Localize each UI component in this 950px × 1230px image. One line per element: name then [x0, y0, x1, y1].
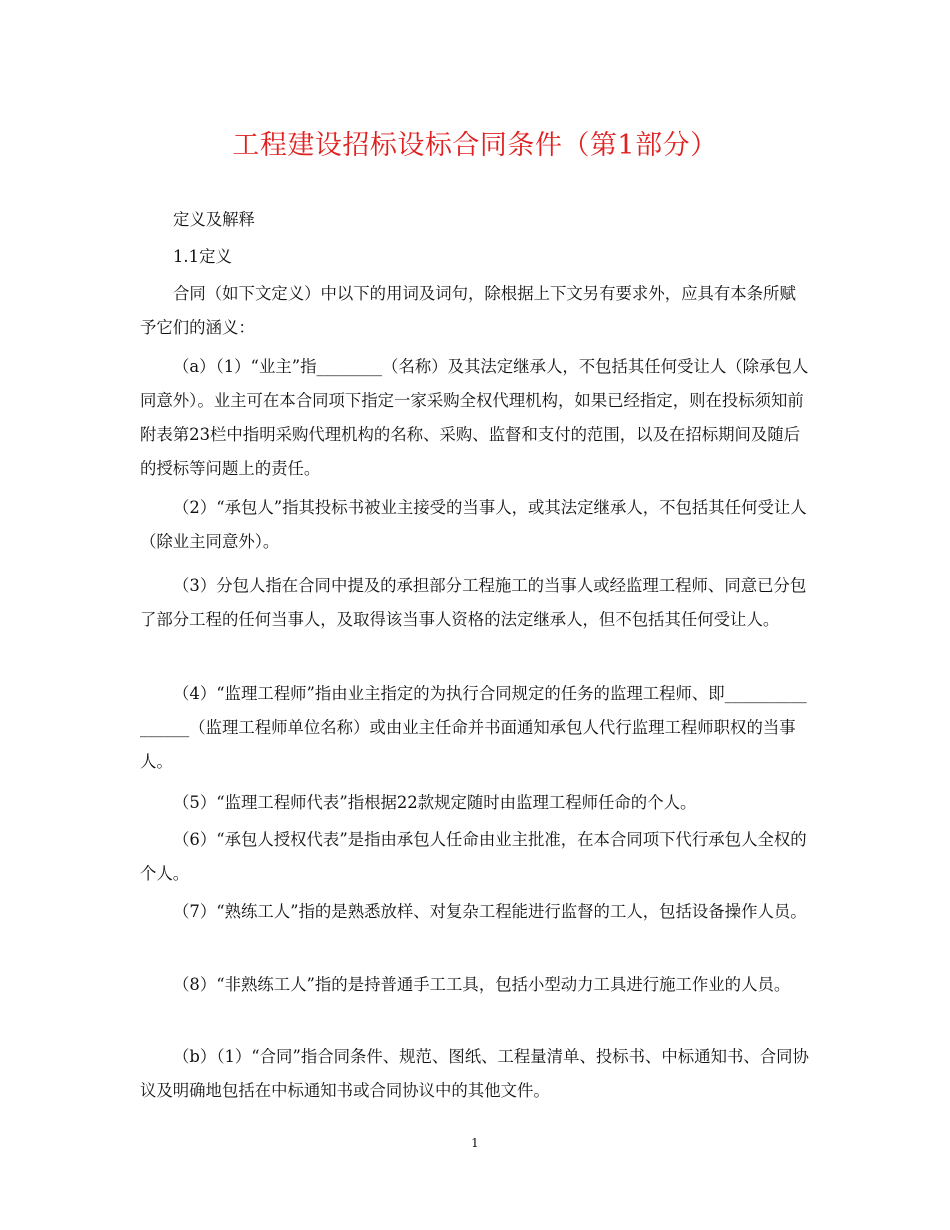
- paragraph-a4-engineer: （4）“监理工程师”指由业主指定的为执行合同规定的任务的监理工程师、即________________（监理工程师单位名称）或由业主任命并书面通知承包人代行监理工程师职权的当事人。: [140, 684, 807, 771]
- page-number: 1: [471, 1136, 479, 1150]
- paragraph-section-1-1: 1.1定义: [173, 247, 232, 266]
- paragraph-a6-contractor-representative: （6）“承包人授权代表”是指由承包人任命由业主批准，在本合同项下代行承包人全权的个人。: [140, 830, 807, 883]
- paragraph-b1-contract: （b）（1）“合同”指合同条件、规范、图纸、工程量清单、投标书、中标通知书、合同协议及明确地包括在中标通知书或合同协议中的其他文件。: [140, 1047, 809, 1100]
- paragraph-a7-skilled-workers: （7）“熟练工人”指的是熟悉放样、对复杂工程能进行监督的工人，包括设备操作人员。: [173, 902, 807, 921]
- document-title: 工程建设招标设标合同条件（第1部分）: [232, 130, 718, 161]
- paragraph-a1-owner: （a）（1）“业主”指________（名称）及其法定继承人，不包括其任何受让人（除承包人同意外）。业主可在本合同项下指定一家采购全权代理机构，如果已经指定，则在投标须知前附表第23栏中指明采购代理机构的名称、采购、监督和支付的范围，以及在招标期间及随后的授标等问题上的责任。: [140, 357, 809, 478]
- paragraph-a3-subcontractor: （3）分包人指在合同中提及的承担部分工程施工的当事人或经监理工程师、同意已分包了部分工程的任何当事人，及取得该当事人资格的法定继承人，但不包括其任何受让人。: [140, 576, 807, 629]
- paragraph-intro: 合同（如下文定义）中以下的用词及词句，除根据上下文另有要求外，应具有本条所赋予它们的涵义：: [140, 284, 796, 337]
- paragraph-a5-engineer-representative: （5）“监理工程师代表”指根据22款规定随时由监理工程师任命的个人。: [173, 793, 697, 812]
- paragraph-a8-unskilled-workers: （8）“非熟练工人”指的是持普通手工工具，包括小型动力工具进行施工作业的人员。: [173, 975, 791, 994]
- paragraph-a2-contractor: （2）“承包人”指其投标书被业主接受的当事人，或其法定继承人，不包括其任何受让人（除业主同意外）。: [140, 498, 807, 551]
- paragraph-definitions-heading: 定义及解释: [173, 210, 255, 229]
